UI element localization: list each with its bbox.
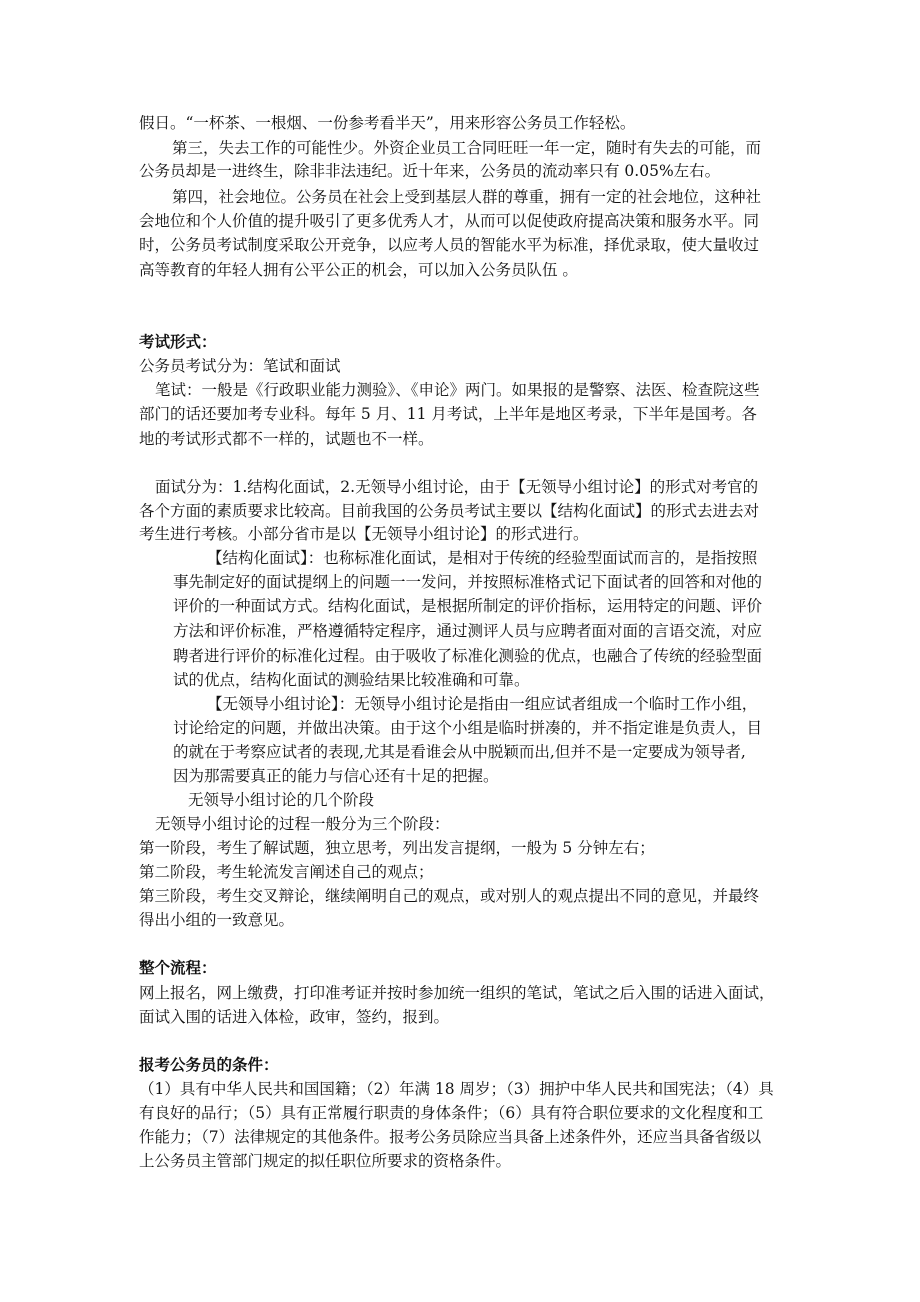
- text-line: 网上报名，网上缴费，打印准考证并按时参加统一组织的笔试，笔试之后入围的话进入面试，: [139, 984, 775, 1002]
- text-line: 公务员却是一进终生，除非非法违纪。近十年来，公务员的流动率只有 0.05%左右。: [139, 162, 721, 180]
- text-line: 的就在于考察应试者的表现,尤其是看谁会从中脱颖而出,但并不是一定要成为领导者,: [173, 743, 746, 761]
- text-line: 第二阶段，考生轮流发言阐述自己的观点；: [139, 863, 434, 881]
- text-line: 聘者进行评价的标准化过程。由于吸收了标准化测验的优点，也融合了传统的经验型面: [173, 647, 763, 665]
- text-line: 公务员考试分为：笔试和面试: [139, 357, 341, 375]
- text-line: 讨论给定的问题，并做出决策。由于这个小组是临时拼凑的，并不指定谁是负责人，目: [173, 719, 763, 737]
- text-line: 时，公务员考试制度采取公开竞争，以应考人员的智能水平为标准，择优录取，使大量收过: [139, 236, 760, 254]
- text-line: 第一阶段，考生了解试题，独立思考，列出发言提纲，一般为 5 分钟左右；: [139, 839, 655, 857]
- text-line: 作能力；（7）法律规定的其他条件。报考公务员除应当具备上述条件外，还应当具备省级以: [139, 1128, 762, 1146]
- section-heading: 报考公务员的条件：: [139, 1055, 279, 1074]
- text-line: 笔试：一般是《行政职业能力测验》、《申论》两门。如果报的是警察、法医、检查院这些: [155, 381, 760, 399]
- text-line: 得出小组的一致意见。: [139, 911, 295, 929]
- text-line: 地的考试形式都不一样的，试题也不一样。: [139, 430, 434, 448]
- text-line: 试的优点，结构化面试的测验结果比较准确和可靠。: [173, 671, 530, 689]
- section-heading: 考试形式：: [139, 332, 217, 351]
- text-line: 方法和评价标准，严格遵循特定程序，通过测评人员与应聘者面对面的言语交流，对应: [173, 622, 763, 640]
- text-line: 部门的话还要加考专业科。每年 5 月、11 月考试，上半年是地区考录，下半年是国考。各: [139, 405, 757, 423]
- text-line: 无领导小组讨论的过程一般分为三个阶段：: [155, 815, 450, 833]
- text-line: 考生进行考核。小部分省市是以【无领导小组讨论】的形式进行。: [139, 525, 589, 543]
- text-line: 评价的一种面试方式。结构化面试，是根据所制定的评价指标，运用特定的问题、评价: [173, 597, 763, 615]
- text-line: 上公务员主管部门规定的拟任职位所要求的资格条件。: [139, 1152, 512, 1170]
- text-line: 各个方面的素质要求比较高。目前我国的公务员考试主要以【结构化面试】的形式去进去对: [139, 502, 760, 520]
- text-line: （1）具有中华人民共和国国籍；（2）年满 18 周岁；（3）拥护中华人民共和国宪法；（4）具: [139, 1080, 774, 1098]
- text-line: 【结构化面试】：也称标准化面试，是相对于传统的经验型面试而言的，是指按照: [207, 549, 758, 567]
- text-line: 第三，失去工作的可能性少。外资企业员工合同旺旺一年一定，随时有失去的可能，而: [172, 139, 762, 157]
- text-line: 高等教育的年轻人拥有公平公正的机会，可以加入公务员队伍 。: [139, 261, 578, 279]
- text-line: 会地位和个人价值的提升吸引了更多优秀人才，从而可以促使政府提高决策和服务水平。同: [139, 212, 760, 230]
- text-line: 有良好的品行；（5）具有正常履行职责的身体条件；（6）具有符合职位要求的文化程度和工: [139, 1104, 764, 1122]
- text-line: 第三阶段，考生交叉辩论，继续阐明自己的观点，或对别人的观点提出不同的意见，并最终: [139, 887, 760, 905]
- section-heading: 整个流程：: [139, 958, 217, 977]
- text-line: 事先制定好的面试提纲上的问题一一发问，并按照标准格式记下面试者的回答和对他的: [173, 573, 763, 591]
- text-line: 面试分为：1.结构化面试，2.无领导小组讨论，由于【无领导小组讨论】的形式对考官的: [155, 478, 759, 496]
- text-line: 【无领导小组讨论】：无领导小组讨论是指由一组应试者组成一个临时工作小组，: [207, 695, 758, 713]
- text-line: 无领导小组讨论的几个阶段: [188, 791, 375, 809]
- text-line: 面试入围的话进入体检，政审，签约，报到。: [139, 1008, 450, 1026]
- text-line: 第四，社会地位。公务员在社会上受到基层人群的尊重，拥有一定的社会地位，这种社: [172, 188, 762, 206]
- text-line: 假日。“一杯茶、一根烟、一份参考看半天”，用来形容公务员工作轻松。: [139, 114, 636, 132]
- text-line: 因为那需要真正的能力与信心还有十足的把握。: [173, 767, 499, 785]
